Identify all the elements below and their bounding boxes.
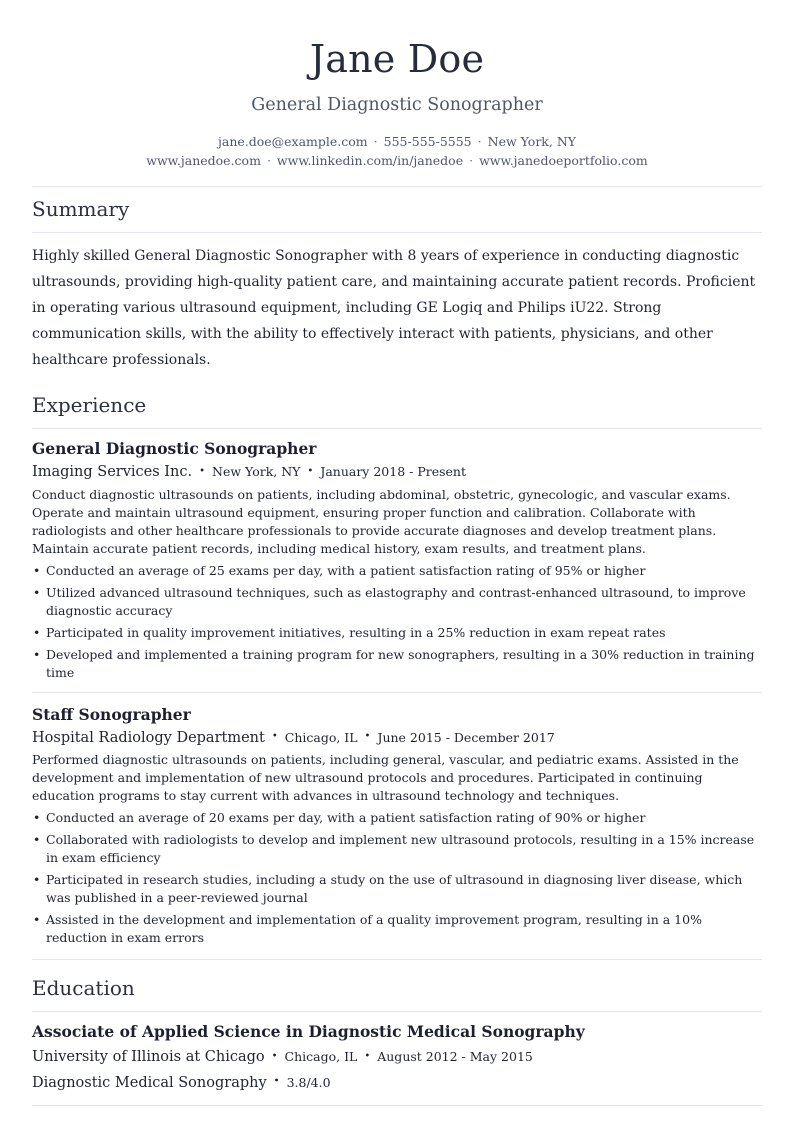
job-title: General Diagnostic Sonographer [32,439,317,458]
divider [32,692,762,693]
achievement-text: Developed and implemented a training program for new sonographers, resulting in a 30% reduction in training time [46,646,755,680]
company-name: Imaging Services Inc. [32,464,193,480]
list-item [32,584,762,620]
job-meta [32,729,762,748]
education-entry [32,1022,762,1093]
field-of-study: Diagnostic Medical Sonography [32,1074,267,1091]
bullet-icon: • [33,872,41,887]
candidate-title: General Diagnostic Sonographer [251,95,543,115]
job-entry [32,705,762,948]
list-item [32,624,762,642]
job-description: Performed diagnostic ultrasounds on patients, including general, vascular, and pediatric exams. Assisted in the development and implementation of new ultrasound protocols and procedures. Participated in continuing education programs to stay current with advances in ultrasound technology and techniques. [32,752,739,803]
bullet-icon: • [33,912,41,927]
experience-heading: Experience [32,393,147,417]
candidate-name: Jane Doe [309,37,485,81]
bullet-separator: • [364,731,371,742]
linkedin-link[interactable]: www.linkedin.com/in/janedoe [276,153,464,168]
email-link[interactable]: jane.doe@example.com [217,134,368,149]
job-dates: January 2018 - Present [320,464,466,479]
location-text: New York, NY [487,134,577,149]
phone-text: 555-555-5555 [383,134,472,149]
list-item [32,646,762,682]
contact-line-1 [32,132,762,151]
achievement-text: Collaborated with radiologists to develop and implement new ultrasound protocols, resulting in a 15% increase in exam efficiency [46,832,755,865]
achievement-text: Assisted in the development and implementation of a quality improvement program, resulting in a 10% reduction in exam errors [46,912,702,945]
list-item [32,911,762,947]
bullet-separator: • [364,1050,371,1062]
list-item [32,809,762,827]
job-location: New York, NY [212,464,301,479]
job-meta [32,463,762,482]
list-item [32,831,762,867]
list-item [32,562,762,580]
bullet-separator: • [271,731,278,742]
divider [32,232,762,233]
contact-line-2 [32,151,762,170]
separator: · [469,153,474,168]
achievement-text: Conducted an average of 20 exams per day, with a patient satisfaction rating of 90% or higher [46,810,646,825]
summary-text: Highly skilled General Diagnostic Sonographer with 8 years of experience in conducting diagnostic ultrasounds, providing high-quality patient care, and maintaining accurate patient records. Proficient in operating various ultrasound equipment, including GE Logiq and Philips iU22. Strong communication skills, with the ability to effectively interact with patients, physicians, and other healthcare professionals. [32,248,756,368]
bullet-icon: • [33,584,41,600]
separator: · [477,134,482,149]
education-dates: August 2012 - May 2015 [377,1049,533,1064]
bullet-separator: • [271,1050,278,1062]
separator: · [266,153,271,168]
bullet-separator: • [199,465,206,477]
achievement-text: Conducted an average of 25 exams per day, with a patient satisfaction rating of 95% or higher [46,562,646,578]
achievement-text: Participated in research studies, including a study on the use of ultrasound in diagnosing liver disease, which was published in a peer-reviewed journal [46,872,743,905]
portfolio-link[interactable]: www.janedoeportfolio.com [479,153,648,168]
achievement-text: Participated in quality improvement initiatives, resulting in a 25% reduction in exam repeat rates [46,624,666,640]
bullet-separator: • [307,465,314,477]
education-heading: Education [32,976,135,1000]
school-location: Chicago, IL [284,1049,358,1064]
bullet-icon: • [33,624,41,640]
list-item [32,871,762,907]
job-entry [32,439,762,682]
bullet-separator: • [273,1076,280,1087]
job-location: Chicago, IL [284,729,358,745]
job-description: Conduct diagnostic ultrasounds on patients, including abdominal, obstetric, gynecologic, and vascular exams. Operate and maintain ultrasound equipment, ensuring proper function and calibration. Collaborate with radiologists and other healthcare professionals to provide accurate diagnoses and develop treatment plans. Maintain accurate patient records, including medical history, exam results, and treatment plans. [32,486,731,556]
divider [32,1105,762,1106]
divider [32,428,762,429]
school-name: University of Illinois at Chicago [32,1049,265,1065]
job-achievements [32,809,762,947]
job-dates: June 2015 - December 2017 [377,729,555,745]
website-link[interactable]: www.janedoe.com [146,153,261,168]
job-achievements [32,562,762,682]
bullet-icon: • [33,646,41,662]
summary-heading: Summary [32,197,130,221]
separator: · [373,134,378,149]
gpa-value: 3.8/4.0 [286,1074,331,1090]
achievement-text: Utilized advanced ultrasound techniques, such as elastography and contrast-enhanced ultrasound, to improve diagnostic accuracy [46,584,746,618]
degree-title: Associate of Applied Science in Diagnostic Medical Sonography [32,1022,585,1041]
field-meta [32,1073,762,1094]
job-title: Staff Sonographer [32,704,191,724]
divider [32,1011,762,1012]
company-name: Hospital Radiology Department [32,729,265,746]
bullet-icon: • [33,810,41,825]
bullet-icon: • [33,832,41,847]
school-meta [32,1047,762,1068]
bullet-icon: • [33,562,41,578]
